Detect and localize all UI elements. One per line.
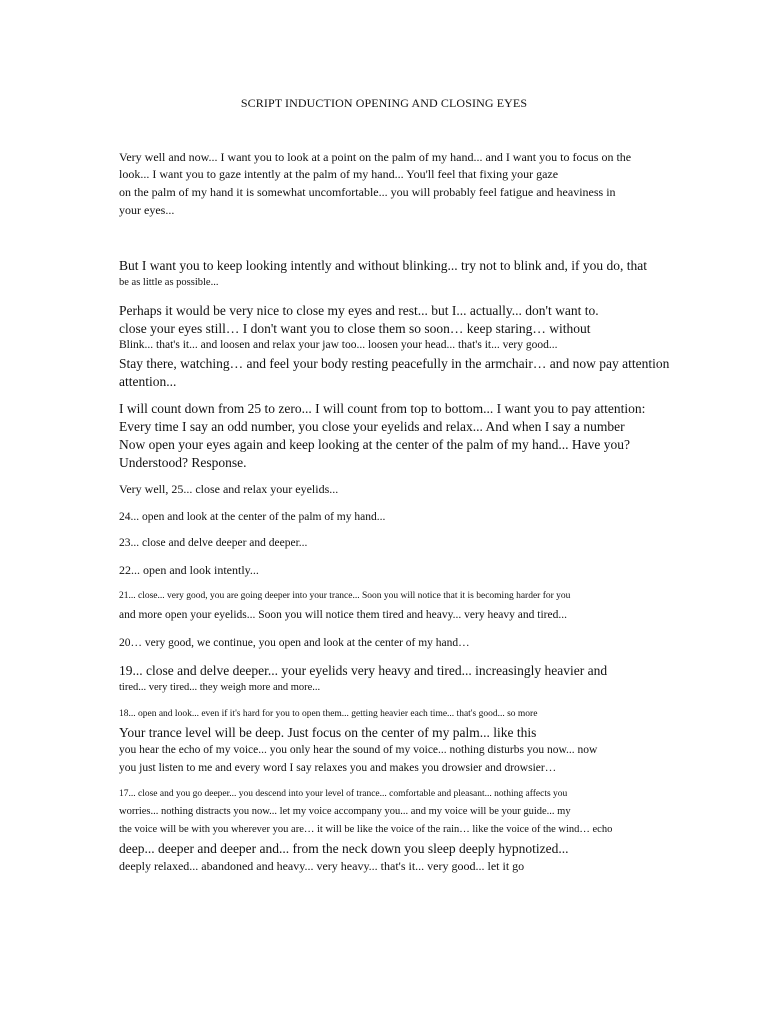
body-line: your eyes... — [119, 203, 175, 217]
body-line: you just listen to me and every word I say relaxes you and makes you drowsier and drowsier… — [119, 762, 557, 774]
body-line: Every time I say an odd number, you close your eyelids and relax... And when I say a number — [119, 419, 625, 434]
body-line: Very well, 25... close and relax your eyelids... — [119, 482, 339, 496]
body-line: close your eyes still… I don't want you to close them so soon… keep staring… without — [119, 321, 591, 336]
body-line: look... I want you to gaze intently at the palm of my hand... You'll feel that fixing your gaze — [119, 167, 559, 181]
body-line: Blink... that's it... and loosen and relax your jaw too... loosen your head... that's it... very good... — [119, 339, 558, 351]
body-line: 23... close and delve deeper and deeper... — [119, 537, 308, 549]
body-line: deeply relaxed... abandoned and heavy... very heavy... that's it... very good... let it go — [119, 859, 525, 873]
body-line: tired... very tired... they weigh more and more... — [119, 682, 321, 693]
body-line: 24... open and look at the center of the palm of my hand... — [119, 511, 386, 523]
body-line: Very well and now... I want you to look at a point on the palm of my hand... and I want you to focus on the — [119, 150, 632, 164]
body-line: 19... close and delve deeper... your eyelids very heavy and tired... increasingly heavier and — [119, 663, 608, 678]
body-line: attention... — [119, 374, 177, 389]
body-line: be as little as possible... — [119, 277, 219, 288]
body-line: Your trance level will be deep. Just focus on the center of my palm... like this — [119, 725, 537, 740]
body-line: you hear the echo of my voice... you only hear the sound of my voice... nothing disturbs you now... now — [119, 744, 598, 756]
body-line: worries... nothing distracts you now... let my voice accompany you... and my voice will be your guide... my — [119, 806, 571, 817]
body-line: Understood? Response. — [119, 455, 247, 470]
body-line: 22... open and look intently... — [119, 563, 259, 577]
body-line: Now open your eyes again and keep looking at the center of the palm of my hand... Have you? — [119, 437, 630, 452]
body-line: the voice will be with you wherever you are… it will be like the voice of the rain… like the voice of the wind… echo — [119, 824, 613, 835]
body-line: 18... open and look... even if it's hard for you to open them... getting heavier each time... that's good... so more — [119, 709, 538, 719]
body-line: deep... deeper and deeper and... from the neck down you sleep deeply hypnotized... — [119, 841, 569, 856]
body-line: Perhaps it would be very nice to close my eyes and rest... but I... actually... don't want to. — [119, 303, 599, 318]
body-line: Stay there, watching… and feel your body resting peacefully in the armchair… and now pay attention — [119, 356, 670, 371]
body-line: 20… very good, we continue, you open and look at the center of my hand… — [119, 637, 470, 649]
body-line: and more open your eyelids... Soon you will notice them tired and heavy... very heavy and tired... — [119, 609, 567, 621]
body-line: But I want you to keep looking intently and without blinking... try not to blink and, if you do, that — [119, 258, 647, 273]
document-title: SCRIPT INDUCTION OPENING AND CLOSING EYES — [240, 96, 528, 110]
body-line: I will count down from 25 to zero... I will count from top to bottom... I want you to pay attention: — [119, 401, 646, 416]
body-line: 17... close and you go deeper... you descend into your level of trance... comfortable and pleasant... nothing affects you — [119, 789, 568, 799]
body-line: on the palm of my hand it is somewhat uncomfortable... you will probably feel fatigue and heaviness in — [119, 185, 616, 199]
body-line: 21... close... very good, you are going deeper into your trance... Soon you will notice that it is becoming harder for you — [119, 591, 571, 601]
